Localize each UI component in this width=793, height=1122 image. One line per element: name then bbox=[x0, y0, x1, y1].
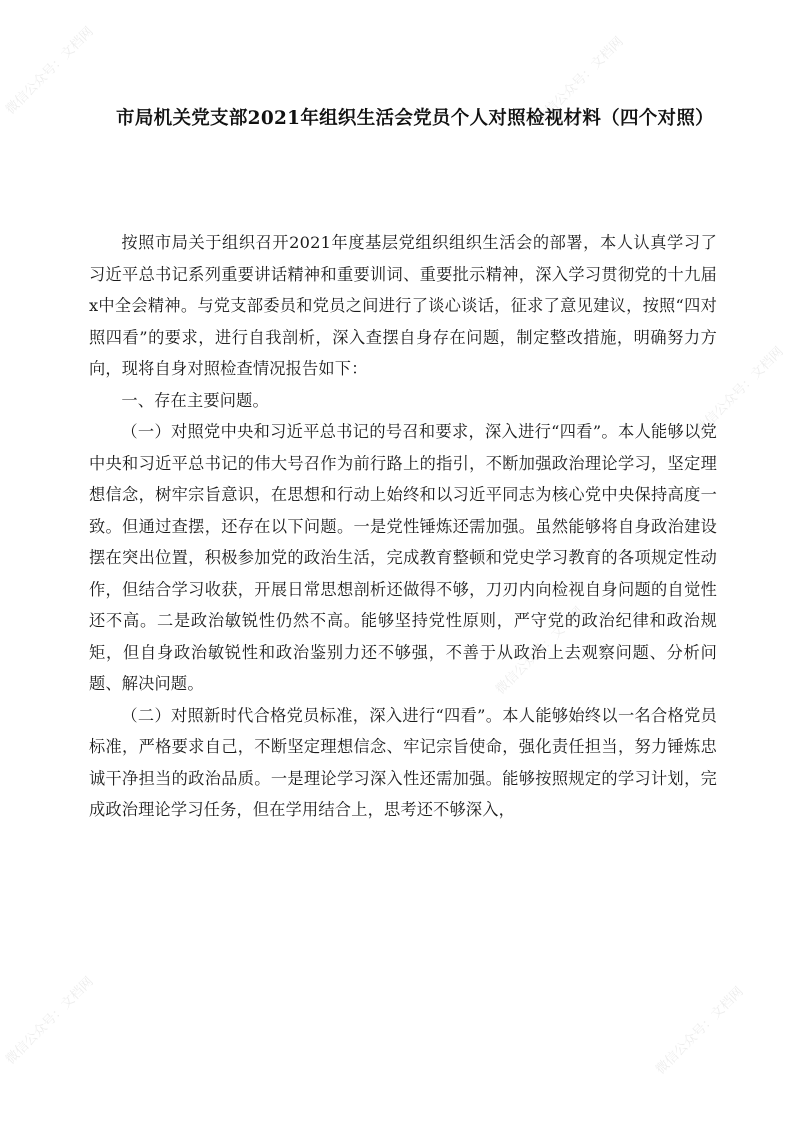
watermark: 微信公众号：文档网 bbox=[493, 604, 587, 698]
watermark: 微信公众号：文档网 bbox=[533, 34, 627, 128]
section-heading: 一、存在主要问题。 bbox=[121, 390, 269, 410]
paragraph-item-2: （二）对照新时代合格党员标准，深入进行“四看”。本人能够始终以一名合格党员标准，严格要求自己，不断坚定理想信念、牢记宗旨使命，强化责任担当，努力锤炼忠诚干净担当的政治品质。一是理论学习深入性还需加强。能够按照规定的学习计划，完成政治理论学习任务，但在学用结合上，思考还不够深入， bbox=[89, 705, 717, 819]
watermark: 微信公众号：文档网 bbox=[693, 344, 787, 438]
document-body bbox=[89, 227, 717, 826]
paragraph-intro: 按照市局关于组织召开2021年度基层党组织组织生活会的部署，本人认真学习了习近平总书记系列重要讲话精神和重要训词、重要批示精神，深入学习贯彻党的十九届x中全会精神。与党支部委员和党员之间进行了谈心谈话，征求了意见建议，按照“四对照四看”的要求，进行自我剖析，深入查摆自身存在问题，制定整改措施，明确努力方向，现将自身对照检查情况报告如下： bbox=[89, 233, 717, 378]
watermark: 微信公众号：文档网 bbox=[3, 974, 97, 1068]
document-title: 市局机关党支部2021年组织生活会党员个人对照检视材料（四个对照） bbox=[116, 108, 714, 129]
watermark: 微信公众号：文档网 bbox=[3, 24, 97, 118]
watermark: 微信公众号：文档网 bbox=[653, 984, 747, 1078]
paragraph-item-1: （一）对照党中央和习近平总书记的号召和要求，深入进行“四看”。本人能够以党中央和习近平总书记的伟大号召作为前行路上的指引，不断加强政治理论学习，坚定理想信念，树牢宗旨意识，在思想和行动上始终和以习近平同志为核心党中央保持高度一致。但通过查摆，还存在以下问题。一是党性锤炼还需加强。虽然能够将自身政治建设摆在突出位置，积极参加党的政治生活，完成教育整顿和党史学习教育的各项规定性动作，但结合学习收获，开展日常思想剖析还做得不够，刀刃内向检视自身问题的自觉性还不高。二是政治敏锐性仍然不高。能够坚持党性原则，严守党的政治纪律和政治规矩，但自身政治敏锐性和政治鉴别力还不够强，不善于从政治上去观察问题、分析问题、解决问题。 bbox=[89, 422, 717, 693]
